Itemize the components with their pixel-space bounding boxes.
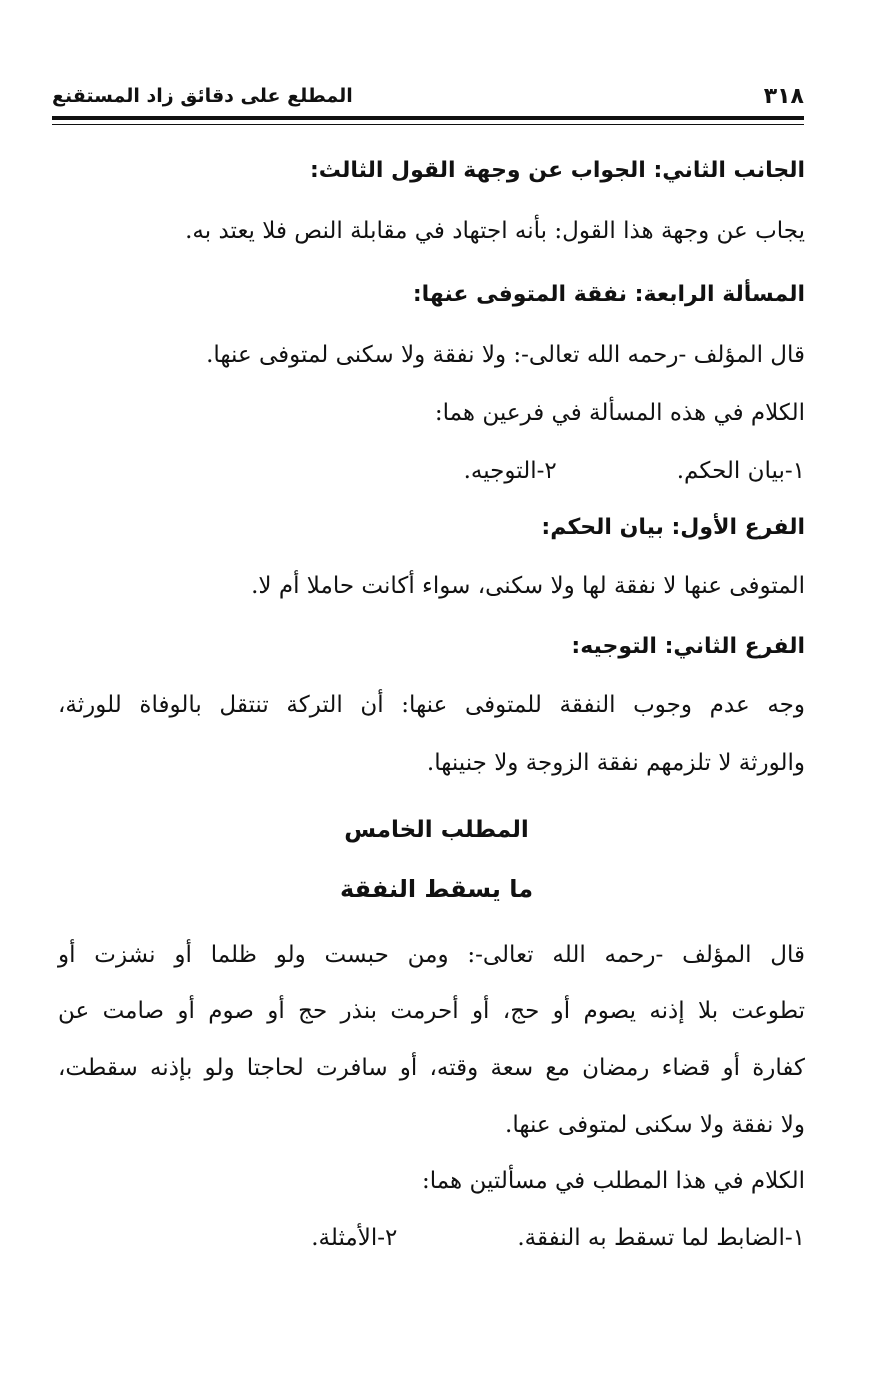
paragraph-line: الكلام في هذه المسألة في فرعين هما: — [434, 400, 805, 426]
section-heading-fourth-issue: المسألة الرابعة: نفقة المتوفى عنها: — [412, 282, 805, 307]
enum-item: ١-الضابط لما تسقط به النفقة. — [517, 1225, 805, 1251]
enum-item: ٢-التوجيه. — [463, 458, 557, 484]
paragraph-line: ولا نفقة ولا سكنى لمتوفى عنها. — [505, 1112, 805, 1138]
paragraph-line: قال المؤلف -رحمه الله تعالى-: ولا نفقة ولا سكنى لمتوفى عنها. — [206, 342, 805, 368]
paragraph-line: وجه عدم وجوب النفقة للمتوفى عنها: أن التركة تنتقل بالوفاة للورثة، — [58, 692, 805, 718]
enum-item: ٢-الأمثلة. — [311, 1225, 398, 1251]
enum-item: ١-بيان الحكم. — [676, 458, 805, 484]
subheading-first-branch: الفرع الأول: بيان الحكم: — [541, 515, 805, 540]
paragraph-line: الكلام في هذا المطلب في مسألتين هما: — [421, 1168, 805, 1194]
subheading-second-branch: الفرع الثاني: التوجيه: — [571, 634, 805, 659]
enumeration-row — [464, 456, 805, 486]
chapter-heading: المطلب الخامس — [344, 817, 529, 843]
enumeration-row — [311, 1223, 805, 1253]
header-rule-thin — [52, 124, 804, 125]
paragraph-line: والورثة لا تلزمهم نفقة الزوجة ولا جنينها. — [426, 750, 805, 776]
paragraph-line: يجاب عن وجهة هذا القول: بأنه اجتهاد في مقابلة النص فلا يعتد به. — [185, 218, 805, 244]
page-header — [52, 78, 804, 114]
paragraph-line: قال المؤلف -رحمه الله تعالى-: ومن حبست ولو ظلما أو نشزت أو — [58, 942, 805, 968]
paragraph-line: المتوفى عنها لا نفقة لها ولا سكنى، سواء أكانت حاملا أم لا. — [251, 573, 805, 599]
page-number: ٣١٨ — [763, 83, 804, 109]
chapter-subheading: ما يسقط النفقة — [339, 875, 534, 903]
paragraph-line: تطوعت بلا إذنه يصوم أو حج، أو أحرمت بنذر حج أو صوم أو صامت عن — [58, 998, 805, 1024]
section-heading-second-aspect: الجانب الثاني: الجواب عن وجهة القول الثالث: — [309, 158, 805, 183]
running-title: المطلع على دقائق زاد المستقنع — [52, 85, 353, 107]
paragraph-line: كفارة أو قضاء رمضان مع سعة وقته، أو سافرت لحاجتا ولو بإذنه سقطت، — [58, 1055, 805, 1081]
header-rule-thick — [52, 116, 804, 120]
